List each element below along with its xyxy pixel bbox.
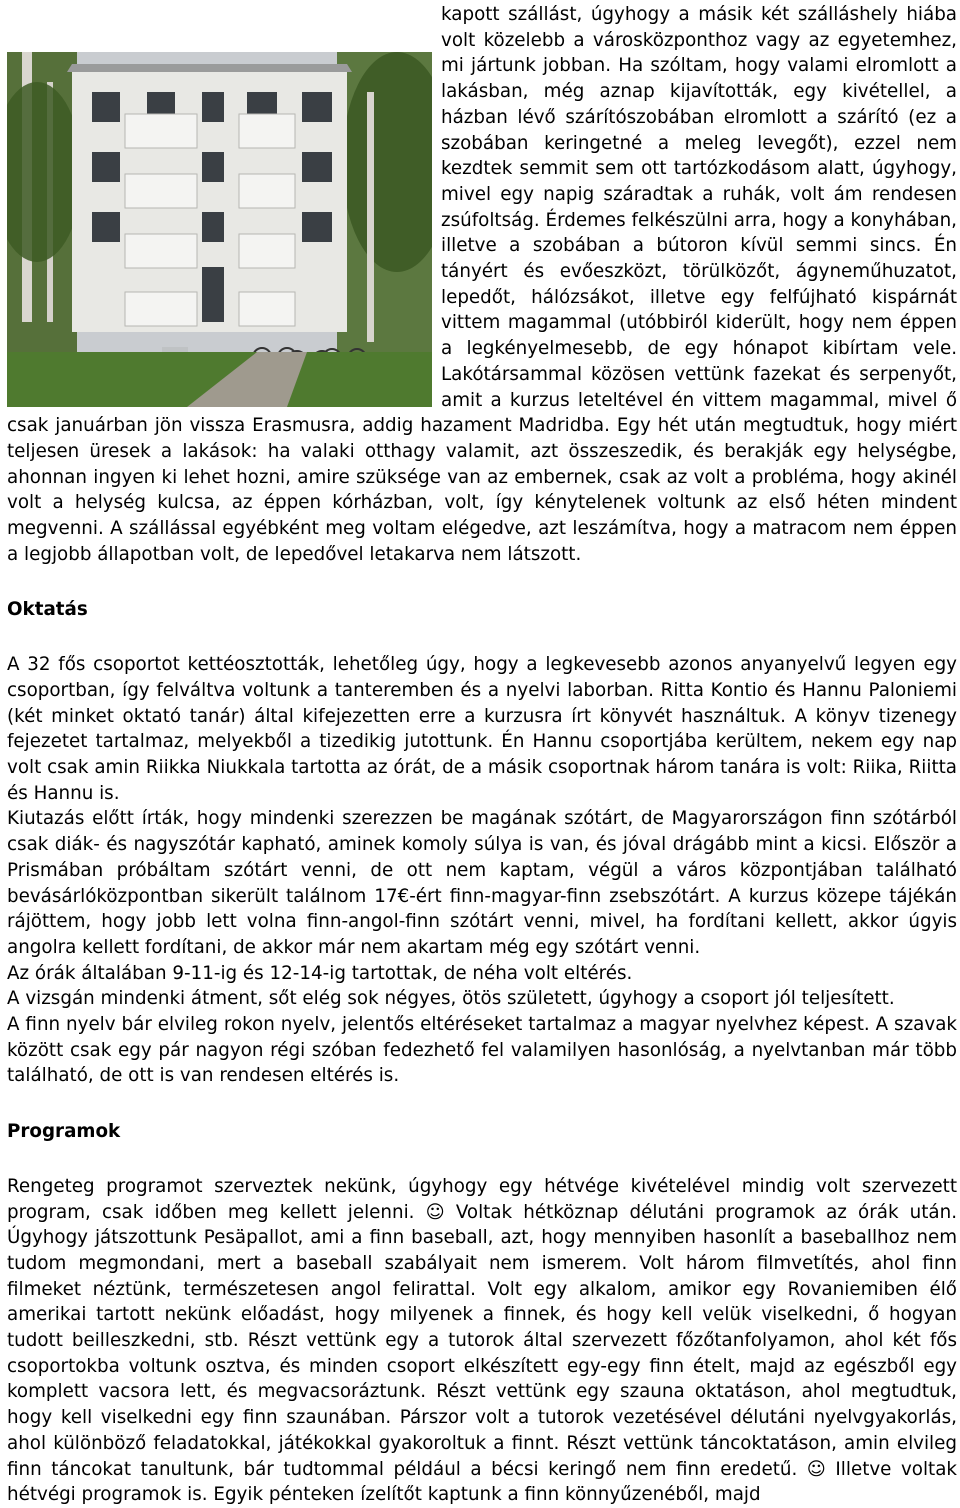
programok-text-1: Rengeteg programot szerveztek nekünk, úgyhogy egy hétvége kivételével mindig volt szervezett program, csak időben meg kellett jelenni. (7, 1175, 957, 1223)
oktatas-paragraph-2: Kiutazás előtt írták, hogy mindenki szerezzen be magának szótárt, de Magyarországon finn szótárból csak diák- és nagyszótár kapható, aminek komoly súlya is van, és jóval drágább mint a kicsi. Először a Prismában próbáltam szótárt venni, de ott nem kaptam, végül a város központjában található bevásárlóközpontban sikerült találnom 17€-ért finn-magyar-finn zsebszótárt. A kurzus közepe tájékán rájöttem, hogy jobb lett volna finn-angol-finn szótárt venni, mivel, ha fordítani kellett, akkor úgyis angolra kellett fordítani, de akkor már nem akartam még egy szótárt venni. (7, 808, 957, 958)
text-before-photo: kapott szállást, úgyhogy a másik két szálláshely hiába volt közelebb a városközponthoz vagy az egyetemhez, mi jártunk jobban. (441, 4, 957, 77)
accommodation-text: Ha szóltam, hogy valami elromlott a lakásban, még aznap kijavították, egy kivétellel, a házban lévő szárítószobában elromlott a szárító (ez a szobában keringetné a meleg levegőt), ezzel nem kezdtek semmit sem ott tartózkodásom alatt, úgyhogy, mivel egy napig száradtak a ruhák, volt ám rendesen zsúfoltság. Érdemes felkészülni arra, hogy a konyhában, illetve a szobában a bútoron kívül semmi sincs. Én tányért és evőeszközt, törülközőt, ágyneműhuzatot, lepedőt, hálózsákot, illetve egy felfújható kispárnát vittem magammal (utóbbiról kiderült, hogy nem éppen a legkényelmesebb, de egy hónapot kibírtam vele. Lakótársammal közösen vettünk fazekat és serpenyőt, amit a kurzus leteltével én vittem magammal, mivel ő csak januárban jön vissza Erasmusra, addig hazament Madridba. Egy hét után megtudtuk, hogy miért teljesen üresek a lakások: ha valaki otthagy valamit, azt összeszedik, és berakják egy helységbe, ahonnan ingyen ki lehet hozni, amire szüksége van az embernek, csak az volt a probléma, hogy akinél volt a helység kulcsa, az éppen kórházban, volt, így kénytelenek voltunk az első héten mindent megvenni. A szállással egyébként meg voltam elégedve, azt leszámítva, hogy a matracom nem éppen a legjobb állapotban volt, de lepedővel letakarva nem látszott. (7, 55, 957, 565)
oktatas-paragraph-3: Az órák általában 9-11-ig és 12-14-ig tartottak, de néha volt eltérés. (7, 962, 633, 984)
programok-text-2: Voltak hétköznap délutáni programok az órák után. Úgyhogy játszottunk Pesäpallot, ami a finn baseball, azt, hogy mennyiben hasonlít a baseballhoz nem tudom megmondani, mert a baseball szabályait nem ismerem. Volt három filmvetítés, ahol finn filmeket néztünk, természetesen angol felirattal. Volt egy alkalom, amikor egy Rovaniemiben élő amerikai tartott nekünk előadást, hogy milyenek a finnek, és hogy kell velük viselkedni, ő hogyan tudott beilleszkedni, stb. Részt vettünk egy a tutorok által szervezett főzőtanfolyamon, ahol két fős csoportokba voltunk osztva, és minden csoport elkészített egy-egy finn ételt, majd az egészből egy komplett vacsora lett, és megvacsoráztunk. Részt vettünk egy szauna oktatáson, ahol megtudtuk, hogy kell viselkedni egy finn szaunában. Párszor volt a tutorok vezetésével délutáni nyelvgyakorlás, ahol különböző feladatokkal, játékokkal gyakoroltuk a finnt. Részt vettünk táncoktatáson, amin elvileg finn táncokat tanultunk, bár tudtommal például a bécsi keringő nem finn eredetű. (7, 1201, 958, 1480)
smiley-icon: ☺ (806, 1458, 826, 1480)
spacer (7, 1145, 957, 1174)
section-heading-programok: Programok (7, 1121, 121, 1143)
photo-svg (7, 52, 432, 407)
oktatas-paragraph-1: A 32 fős csoportot kettéosztották, lehetőleg úgy, hogy a legkevesebb azonos anyanyelvű legyen egy csoportban, így felváltva voltunk a tanteremben és a nyelvi laborban. Ritta Kontio és Hannu Paloniemi (két minket oktató tanár) által kifejezetten erre a kurzusra írt könyvét használtuk. A könyv tizenegy fejezetet tartalmaz, melyekből a tizedikig jutottunk. Én Hannu csoportjába kerültem, nekem egy nap volt csak amin Riikka Niukkala tartotta az órát, de a másik csoportnak három tanára is volt: Riika, Riitta és Hannu is. (7, 654, 957, 804)
spacer (7, 1089, 957, 1119)
apartment-building-photo (7, 52, 432, 407)
oktatas-paragraph-5: A finn nyelv bár elvileg rokon nyelv, jelentős eltéréseket tartalmaz a magyar nyelvhez képest. A szavak között csak egy pár nagyon régi szóban fedezhető fel valamilyen hasonlóság, a nyelvtanban már több található, de ott is van rendesen eltérés is. (7, 1014, 957, 1087)
section-heading-oktatas: Oktatás (7, 599, 88, 621)
oktatas-paragraph-4: A vizsgán mindenki átment, sőt elég sok négyes, ötös született, úgyhogy a csoport jól teljesített. (7, 988, 895, 1010)
programok-paragraph (7, 1174, 957, 1508)
programok-text-3: Illetve voltak hétvégi programok is. Egyik pénteken ízelítőt kaptunk a finn könnyűzenéből, majd (7, 1458, 957, 1506)
document-page (7, 2, 957, 1508)
spacer (7, 623, 957, 652)
smiley-icon: ☺ (425, 1201, 445, 1223)
spacer (7, 567, 957, 597)
